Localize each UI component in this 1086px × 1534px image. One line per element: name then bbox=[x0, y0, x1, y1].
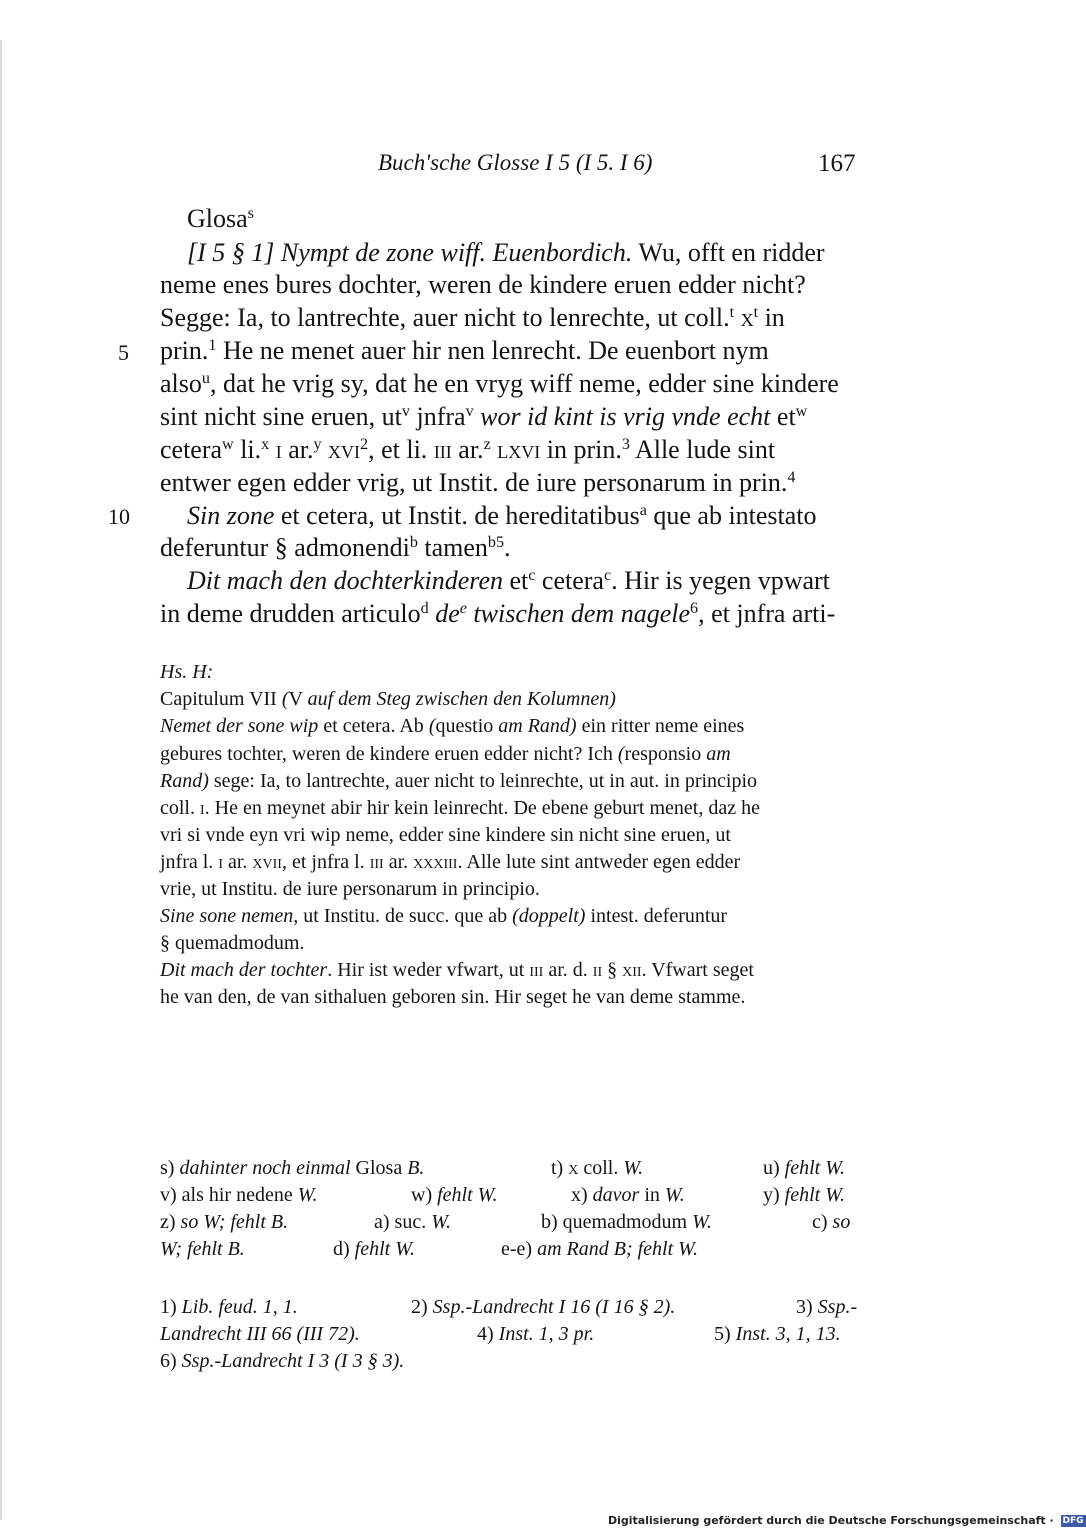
variant-note-d: d) fehlt W. bbox=[333, 1238, 416, 1260]
glosa-heading: Glosa$^s$ bbox=[187, 204, 254, 233]
hs-h-line-5: coll. i. He en meynet abir hir kein leinrecht. De ebene geburt menet, daz he bbox=[160, 797, 760, 819]
variant-note-c: c) so bbox=[812, 1211, 851, 1233]
variant-note-c-cont: W; fehlt B. bbox=[160, 1238, 245, 1260]
main-line-11: Dit mach den dochterkinderen $et^c$ cetera$^c$. Hir is yegen vpwart bbox=[187, 566, 830, 595]
hs-h-line-6: vri si vnde eyn vri wip neme, edder sine kindere sin nicht sine eruen, ut bbox=[160, 824, 731, 846]
source-note-4: 4) Inst. 1, 3 pr. bbox=[477, 1323, 595, 1345]
hs-h-line-4: Rand) sege: Ia, to lantrechte, auer nicht to leinrechte, ut in aut. in principio bbox=[160, 770, 758, 792]
main-line-10: deferuntur § admonendi$^b$ tamen$^{b5}$. bbox=[160, 533, 511, 562]
variant-note-t: t) x coll. W. bbox=[551, 1157, 644, 1179]
main-line-3: Segge: Ia, to lantrechte, auer nicht to lenrechte, ut coll.$^t$ $x^t$ in bbox=[160, 303, 785, 332]
page-number: 167 bbox=[818, 150, 856, 177]
main-line-8: entwer egen edder vrig, ut Instit. de iure personarum in prin.$^4$ bbox=[160, 468, 796, 497]
main-line-1: [I 5 § 1] Nympt de zone wiff. Euenbordich. Wu, offt en ridder bbox=[187, 238, 825, 267]
hs-h-line-2: Nemet der sone wip et cetera. Ab (questio am Rand) ein ritter neme eines bbox=[160, 715, 745, 737]
variant-note-e: e-e) am Rand B; fehlt W. bbox=[501, 1238, 698, 1260]
main-line-5: also$^u$, dat he vrig sy, dat he en vryg wiff neme, edder sine kindere bbox=[160, 369, 839, 398]
variant-note-y: y) fehlt W. bbox=[763, 1184, 846, 1206]
variant-note-w: w) fehlt W. bbox=[411, 1184, 498, 1206]
main-line-12: in deme drudden articulo$^d$ $de^e$ twischen dem nagele$^6$, et jnfra arti- bbox=[160, 599, 836, 628]
source-note-6: 6) Ssp.-Landrecht I 3 (I 3 § 3). bbox=[160, 1350, 405, 1372]
hs-h-line-1: Capitulum VII (V auf dem Steg zwischen den Kolumnen) bbox=[160, 688, 616, 710]
main-line-4: prin.$^1$ He ne menet auer hir nen lenrecht. De euenbort nym bbox=[160, 336, 769, 365]
variant-note-s: s) dahinter noch einmal Glosa B. bbox=[160, 1157, 425, 1179]
source-note-3: 3) Ssp.- bbox=[796, 1296, 858, 1318]
source-note-2: 2) Ssp.-Landrecht I 16 (I 16 § 2). bbox=[411, 1296, 676, 1318]
hs-h-line-8: vrie, ut Institu. de iure personarum in principio. bbox=[160, 878, 540, 900]
source-note-1: 1) Lib. feud. 1, 1. bbox=[160, 1296, 298, 1318]
variant-note-x: x) davor in W. bbox=[571, 1184, 685, 1206]
hs-h-line-3: gebures tochter, weren de kindere eruen edder nicht? Ich (responsio am bbox=[160, 743, 731, 765]
main-line-7: cetera$^w$ li.$^x$ i ar.$^y$ xvi$^2$, et li. iii ar.$^z$ lxvi in prin.$^3$ Alle lude sint bbox=[160, 435, 776, 464]
hs-h-line-12: he van den, de van sithaluen geboren sin. Hir seget he van deme stamme. bbox=[160, 986, 746, 1008]
hs-h-line-9: Sine sone nemen, ut Institu. de succ. que ab (doppelt) intest. deferuntur bbox=[160, 905, 728, 927]
source-note-5: 5) Inst. 3, 1, 13. bbox=[714, 1323, 841, 1345]
line-number-10: 10 bbox=[108, 504, 130, 529]
variant-note-b: b) quemadmodum W. bbox=[541, 1211, 712, 1233]
line-number-5: 5 bbox=[118, 340, 129, 365]
variant-note-u: u) fehlt W. bbox=[763, 1157, 846, 1179]
hs-h-label: Hs. H: bbox=[160, 661, 214, 683]
main-line-9: Sin zone et cetera, ut Instit. de hereditatibus$^a$ que ab intestato bbox=[187, 501, 817, 530]
variant-note-a: a) suc. W. bbox=[374, 1211, 452, 1233]
digitization-note: Digitalisierung gefördert durch die Deutsche Forschungsgemeinschaft bbox=[608, 1514, 1046, 1527]
variant-note-v: v) als hir nedene W. bbox=[160, 1184, 318, 1206]
main-line-2: neme enes bures dochter, weren de kindere eruen edder nicht? bbox=[160, 270, 806, 299]
hs-h-line-10: § quemadmodum. bbox=[160, 932, 305, 954]
scan-edge bbox=[0, 40, 2, 1520]
running-title: Buch'sche Glosse I 5 (I 5. I 6) bbox=[378, 150, 653, 175]
dfg-logo: DFG bbox=[1062, 1516, 1084, 1526]
variant-note-z: z) so W; fehlt B. bbox=[160, 1211, 289, 1233]
hs-h-line-11: Dit mach der tochter. Hir ist weder vfwart, ut iii ar. d. ii § xii. Vfwart seget bbox=[160, 959, 754, 981]
dfg-footer: Digitalisierung gefördert durch die Deutsche Forschungsgemeinschaft · DFG bbox=[608, 1514, 1084, 1527]
main-line-6: sint nicht sine eruen, $ut^v$ jnfra$^v$ wor id kint is vrig vnde echt $et^w$ bbox=[160, 402, 808, 431]
hs-h-line-7: jnfra l. i ar. xvii, et jnfra l. iii ar. xxxiii. Alle lute sint antweder egen edder bbox=[160, 851, 741, 873]
source-note-3-cont: Landrecht III 66 (III 72). bbox=[160, 1323, 360, 1345]
